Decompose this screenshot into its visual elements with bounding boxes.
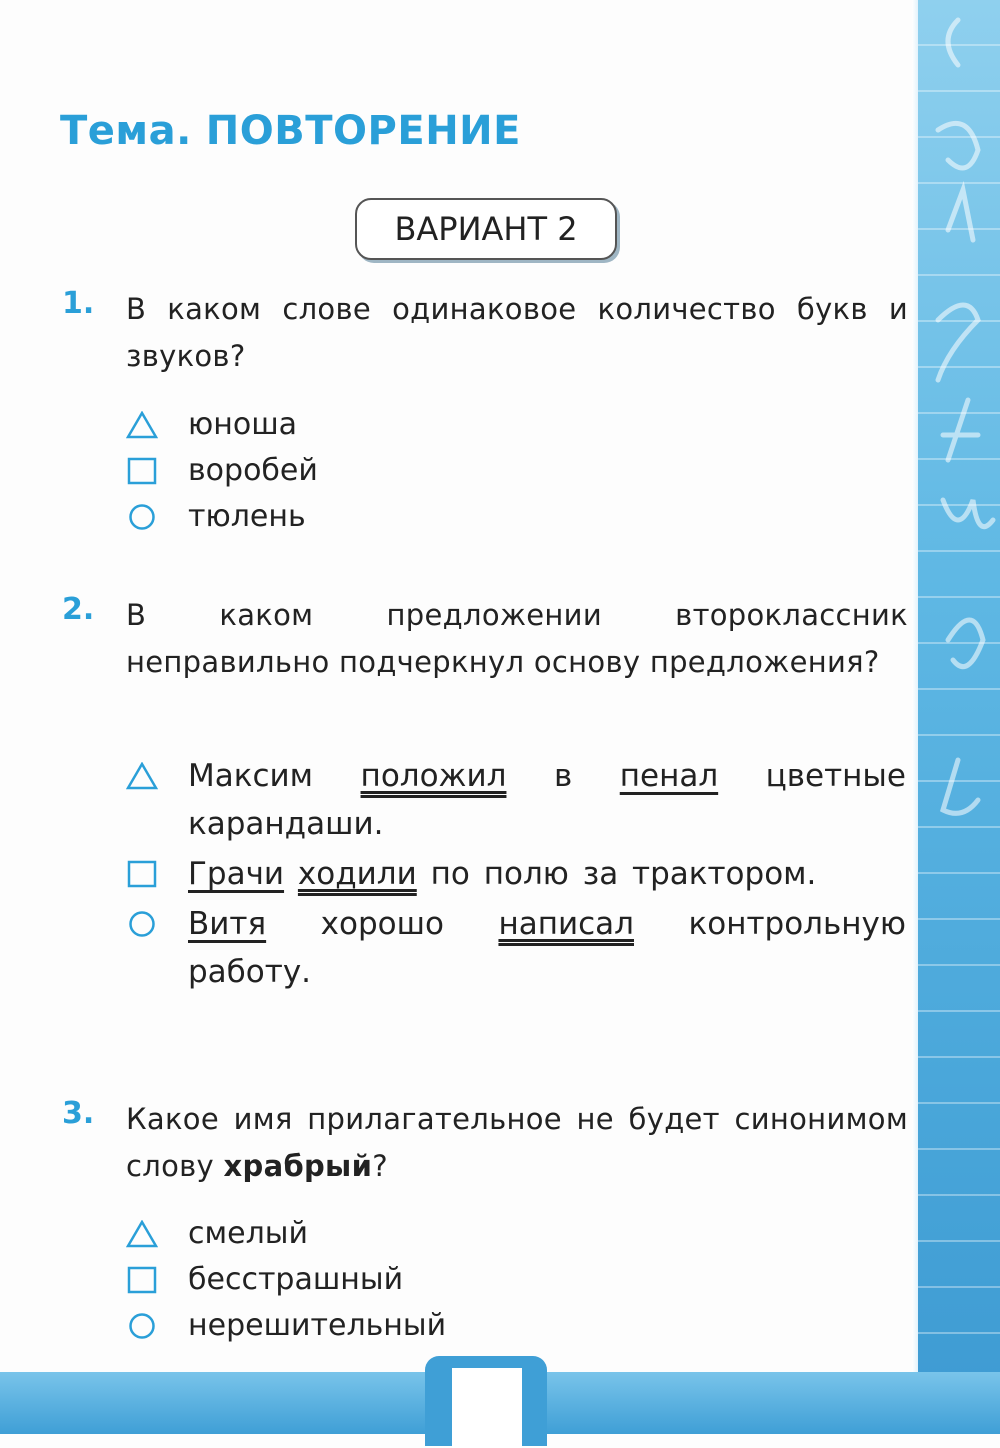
underlined-word: пенал — [619, 758, 719, 794]
underlined-predicate: ходили — [297, 856, 417, 892]
title-main: ПОВТОРЕНИЕ — [205, 108, 521, 154]
question-1 — [62, 286, 908, 380]
option-text: Грачи ходили по полю за трактором. — [188, 856, 817, 892]
option-text: бесстрашный — [188, 1262, 404, 1297]
option-text: юноша — [188, 407, 298, 442]
decorative-bottom-strip — [0, 1372, 1000, 1434]
underlined-predicate: написал — [498, 906, 634, 942]
answer-option[interactable] — [126, 850, 906, 898]
circle-icon[interactable] — [126, 494, 158, 540]
triangle-icon[interactable] — [126, 1211, 158, 1257]
answer-option[interactable] — [126, 1257, 446, 1303]
option-text: тюлень — [188, 499, 306, 534]
question-2-options — [126, 752, 906, 998]
option-text: Максим положил в пенал цветные карандаши. — [188, 758, 906, 842]
option-text: смелый — [188, 1216, 308, 1251]
question-text: В каком предложении второклассник неправильно подчеркнул основу предложения? — [126, 598, 908, 679]
square-icon[interactable] — [126, 850, 158, 898]
answer-option[interactable] — [126, 1303, 446, 1349]
answer-option[interactable] — [126, 900, 906, 996]
option-text: Витя хорошо написал контрольную работу. — [188, 906, 906, 990]
underlined-subject: Грачи — [188, 856, 285, 892]
question-text: В каком слове одинаковое количество букв и звуков? — [126, 292, 908, 373]
option-text: воробей — [188, 453, 318, 488]
answer-option[interactable] — [126, 752, 906, 848]
keyword: храбрый — [223, 1149, 373, 1183]
answer-option[interactable] — [126, 402, 318, 448]
page-number-box — [452, 1368, 522, 1448]
page-title — [60, 108, 521, 154]
circle-icon[interactable] — [126, 900, 158, 948]
page-edge — [912, 0, 918, 1372]
option-text: нерешительный — [188, 1308, 447, 1343]
triangle-icon[interactable] — [126, 752, 158, 800]
answer-option[interactable] — [126, 494, 318, 540]
question-1-options — [126, 402, 318, 540]
question-number: 1. — [62, 286, 95, 321]
question-3-options — [126, 1211, 446, 1349]
question-text: Какое имя прилагательное не будет синонимом слову храбрый? — [126, 1102, 908, 1183]
circle-icon[interactable] — [126, 1303, 158, 1349]
answer-option[interactable] — [126, 448, 318, 494]
question-2 — [62, 592, 908, 686]
variant-badge: ВАРИАНТ 2 — [355, 198, 617, 260]
cursive-letters-decoration — [918, 0, 1000, 1434]
question-number: 2. — [62, 592, 95, 627]
decorative-side-strip — [918, 0, 1000, 1434]
question-number: 3. — [62, 1096, 95, 1131]
square-icon[interactable] — [126, 1257, 158, 1303]
square-icon[interactable] — [126, 448, 158, 494]
answer-option[interactable] — [126, 1211, 446, 1257]
triangle-icon[interactable] — [126, 402, 158, 448]
question-3 — [62, 1096, 908, 1190]
title-prefix: Тема. — [60, 108, 192, 154]
underlined-subject: Витя — [188, 906, 267, 942]
underlined-predicate: положил — [360, 758, 507, 794]
